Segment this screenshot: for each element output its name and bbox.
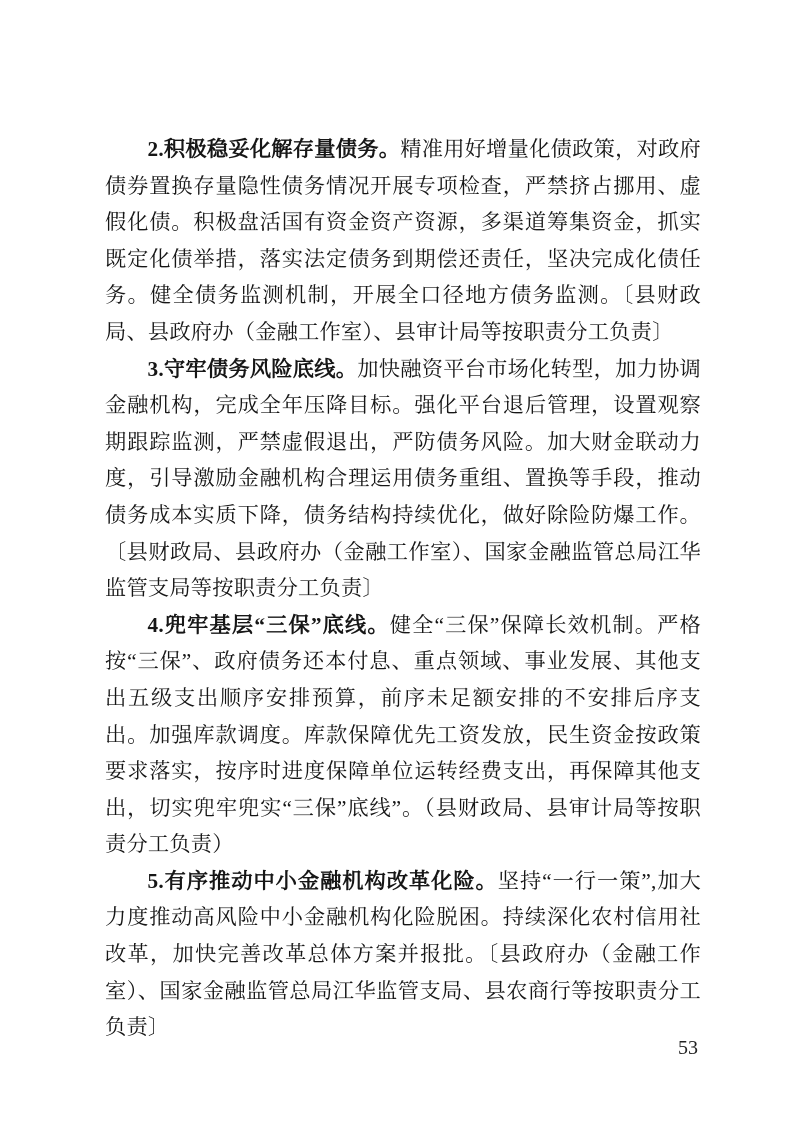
paragraph-body: 精准用好增量化债政策，对政府债券置换存量隐性债务情况开展专项检查，严禁挤占挪用、虚假化债。积极盘活国有资金资产资源，多渠道筹集资金，抓实既定化债举措，落实法定债务到期偿还责任，坚决完成化债任务。健全债务监测机制，开展全口径地方债务监测。〔县财政局、县政府办（金融工作室）、县审计局等按职责分工负责〕 (105, 137, 701, 344)
paragraph-item-3 (105, 351, 701, 607)
paragraph-item-4 (105, 607, 701, 863)
paragraph-body: 坚持“一行一策”,加大力度推动高风险中小金融机构化险脱困。持续深化农村信用社改革，加快完善改革总体方案并报批。〔县政府办（金融工作室）、国家金融监管总局江华监管支局、县农商行等按职责分工负责〕 (105, 868, 701, 1040)
page-number: 53 (678, 1037, 698, 1059)
paragraph-body: 健全“三保”保障长效机制。严格按“三保”、政府债务还本付息、重点领域、事业发展、其他支出五级支出顺序安排预算，前序未足额安排的不安排后序支出。加强库款调度。库款保障优先工资发放，民生资金按政策要求落实，按序时进度保障单位运转经费支出，再保障其他支出，切实兜牢兜实“三保”底线”。（县财政局、县审计局等按职责分工负责） (105, 612, 701, 857)
paragraph-heading: 5.有序推动中小金融机构改革化险。 (147, 868, 498, 893)
paragraph-body: 加快融资平台市场化转型，加力协调金融机构，完成全年压降目标。强化平台退后管理，设置观察期跟踪监测，严禁虚假退出，严防债务风险。加大财金联动力度，引导激励金融机构合理运用债务重组、置换等手段，推动债务成本实质下降，债务结构持续优化，做好除险防爆工作。〔县财政局、县政府办（金融工作室）、国家金融监管总局江华监管支局等按职责分工负责〕 (105, 356, 701, 601)
paragraph-item-2 (105, 131, 701, 351)
paragraph-item-5 (105, 863, 701, 1046)
document-body-text (105, 131, 701, 1046)
paragraph-heading: 2.积极稳妥化解存量债务。 (147, 137, 401, 161)
paragraph-heading: 4.兜牢基层“三保”底线。 (147, 612, 390, 637)
paragraph-heading: 3.守牢债务风险底线。 (147, 356, 358, 381)
